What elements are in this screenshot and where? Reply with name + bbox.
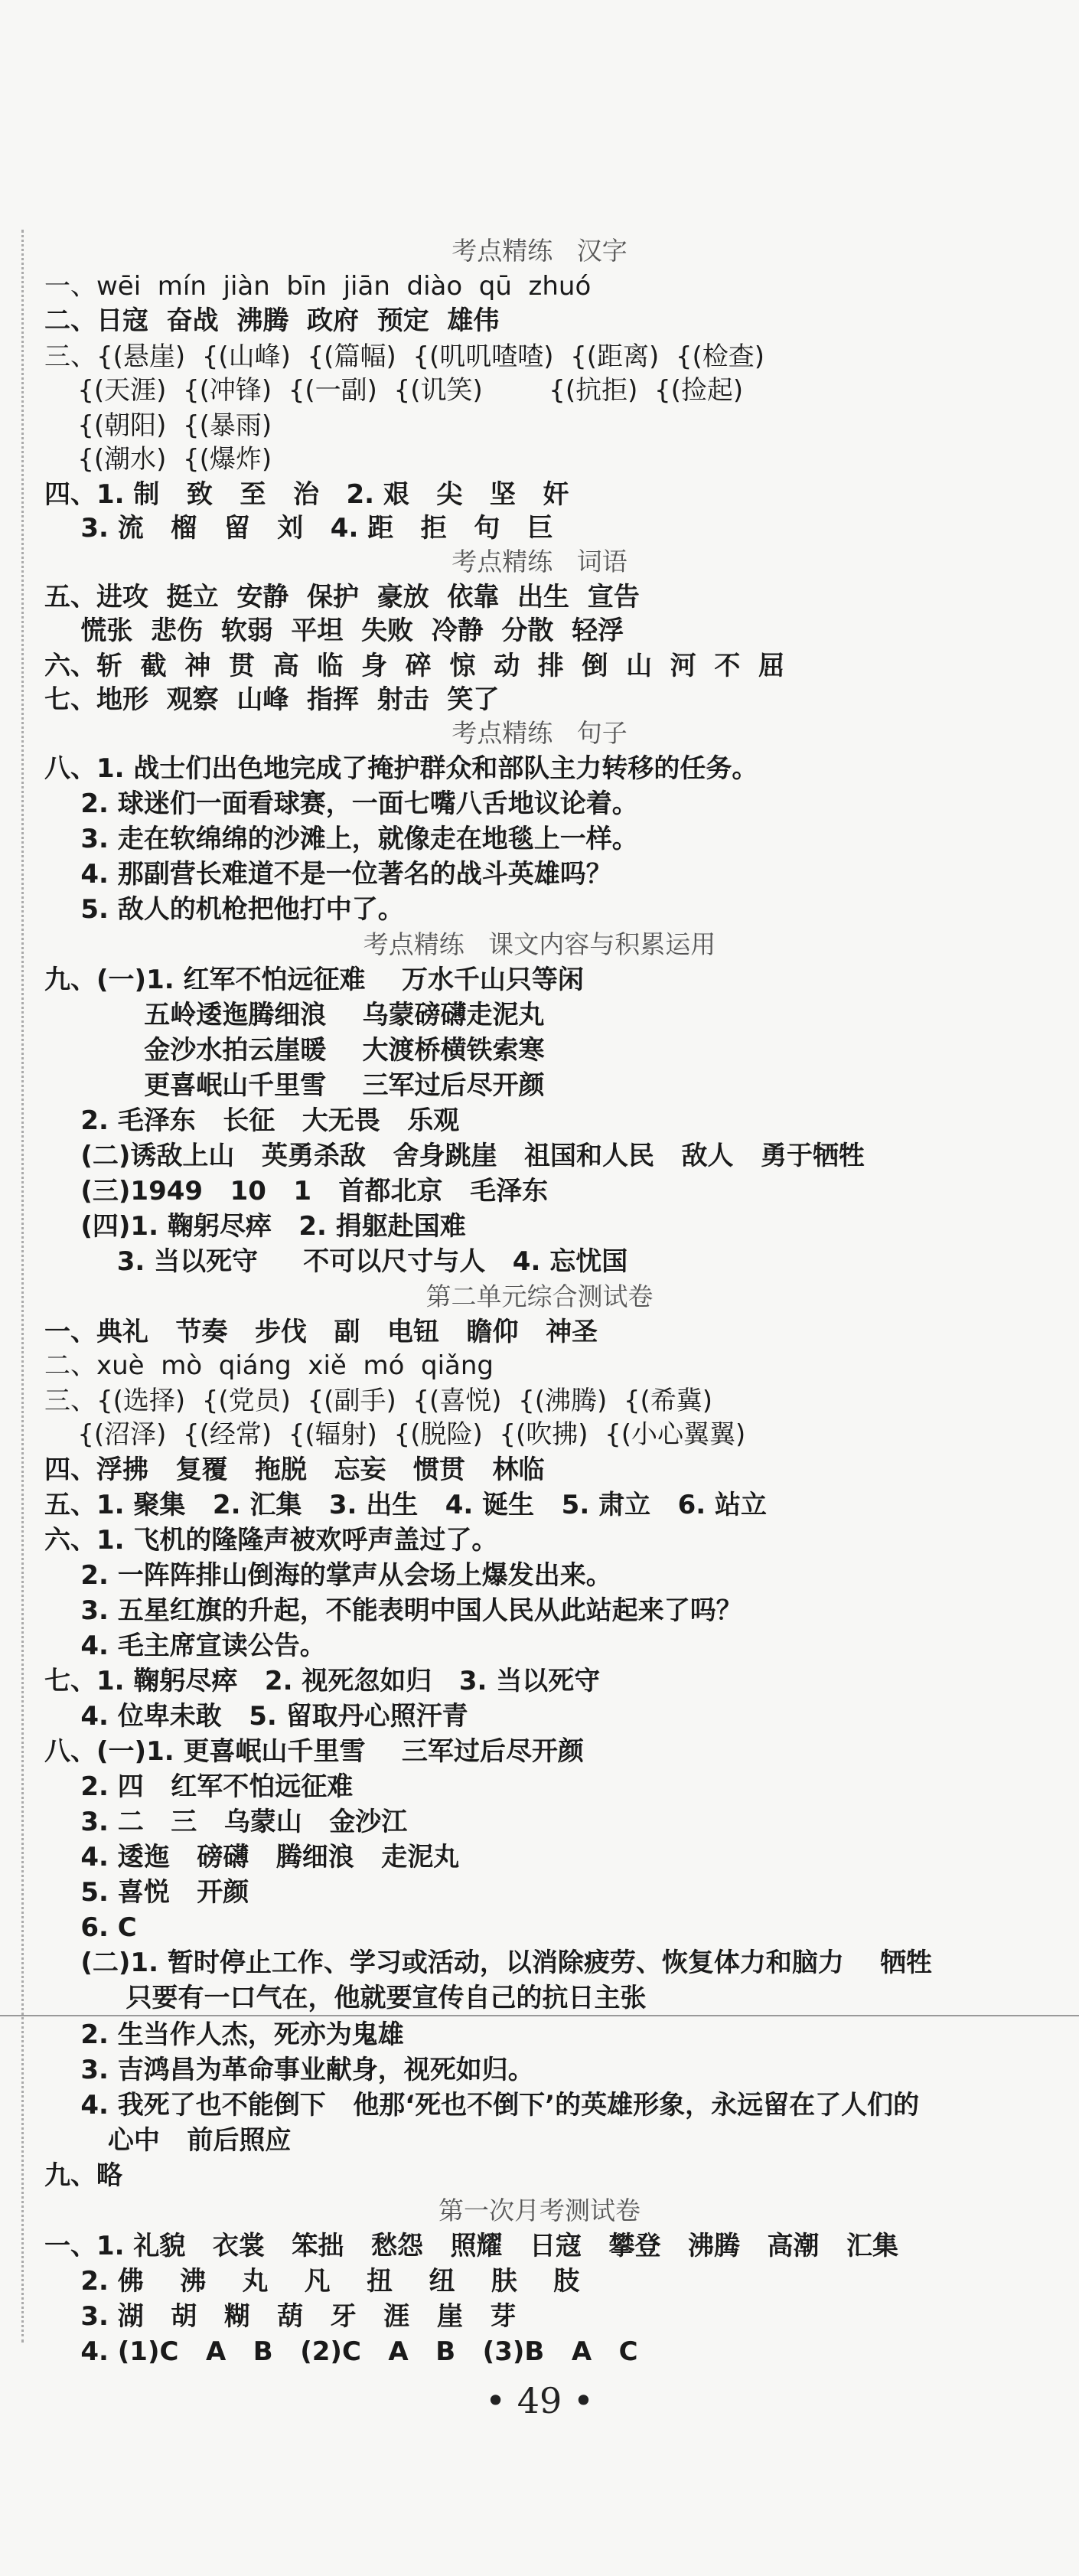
answer-line: 2. 毛泽东 长征 大无畏 乐观: [44, 1105, 460, 1136]
answer-line: {(天涯) {(冲锋) {(一副) {(讥笑) {(抗拒) {(捡起): [44, 375, 744, 406]
answer-line: {(沼泽) {(经常) {(辐射) {(脱险) {(吹拂) {(小心翼翼): [44, 1419, 746, 1450]
answer-line: 3. 当以死守 不可以尺寸与人 4. 忘忧国: [44, 1246, 628, 1277]
answer-line: 九、(一)1. 红军不怕远征难 万水千山只等闲: [44, 965, 584, 995]
answer-line: 五岭逶迤腾细浪 乌蒙磅礴走泥丸: [44, 1000, 545, 1030]
answer-line: {(潮水) {(爆炸): [44, 444, 272, 475]
answer-line: 4. 位卑未敢 5. 留取丹心照汗青: [44, 1701, 468, 1732]
answer-line: 二、xuè mò qiáng xiě mó qiǎng: [44, 1350, 494, 1381]
answer-line: 五、1. 聚集 2. 汇集 3. 出生 4. 诞生 5. 肃立 6. 站立: [44, 1490, 768, 1520]
divider-line: [0, 2015, 1079, 2016]
answer-line: 3. 走在软绵绵的沙滩上，就像走在地毯上一样。: [44, 824, 638, 854]
answer-line: 4. 我死了也不能倒下 他那‘死也不倒下’的英雄形象，永远留在了人们的: [44, 2090, 920, 2121]
answer-line: 4. 那副营长难道不是一位著名的战斗英雄吗？: [44, 859, 612, 890]
answer-line: 4. 毛主席宣读公告。: [44, 1631, 326, 1661]
answer-line: 更喜岷山千里雪 三军过后尽开颜: [44, 1070, 545, 1101]
answer-line: 三、{(悬崖) {(山峰) {(篇幅) {(叽叽喳喳) {(距离) {(检查): [44, 341, 765, 372]
answer-line: 2. 球迷们一面看球赛，一面七嘴八舌地议论着。: [44, 788, 638, 819]
answer-line: 七、地形 观察 山峰 指挥 射击 笑了: [44, 684, 500, 715]
section-title: 考点精练 词语: [451, 547, 628, 576]
answer-line: 一、1. 礼貌 衣裳 笨拙 愁怨 照耀 日寇 攀登 沸腾 高潮 汇集: [44, 2231, 899, 2261]
answer-line: 七、1. 鞠躬尽瘁 2. 视死忽如归 3. 当以死守: [44, 1666, 601, 1696]
answer-line: 五、进攻 挺立 安静 保护 豪放 依靠 出生 宣告: [44, 582, 640, 612]
section-title: 第一次月考测试卷: [438, 2196, 641, 2225]
section-title: 考点精练 课文内容与积累运用: [363, 929, 716, 959]
section-title: 第二单元综合测试卷: [425, 1281, 654, 1311]
answer-line: 一、典礼 节奏 步伐 副 电钮 瞻仰 神圣: [44, 1317, 598, 1347]
answer-line: 二、日寇 奋战 沸腾 政府 预定 雄伟: [44, 305, 500, 336]
answer-line: (二)1. 暂时停止工作、学习或活动，以消除疲劳、恢复体力和脑力 牺牲: [44, 1948, 933, 1978]
answer-line: 九、略: [44, 2160, 122, 2191]
answer-line: 心中 前后照应: [44, 2125, 292, 2156]
answer-line: 3. 吉鸿昌为革命事业献身，视死如归。: [44, 2055, 534, 2085]
answer-line: 一、wēi mín jiàn bīn jiān diào qū zhuó: [44, 271, 592, 302]
answer-line: 2. 四 红军不怕远征难: [44, 1771, 354, 1802]
answer-line: 4. (1)C A B (2)C A B (3)B A C: [44, 2336, 638, 2367]
answer-line: {(朝阳) {(暴雨): [44, 410, 272, 441]
answer-line: (四)1. 鞠躬尽瘁 2. 捐躯赴国难: [44, 1211, 466, 1242]
answer-line: 3. 二 三 乌蒙山 金沙江: [44, 1807, 408, 1837]
answer-line: 3. 湖 胡 糊 葫 牙 涯 崖 芽: [44, 2301, 517, 2332]
section-title: 考点精练 汉字: [451, 236, 628, 266]
answer-line: 六、斩 截 神 贯 高 临 身 碎 惊 动 排 倒 山 河 不 屈: [44, 651, 785, 681]
answer-line: 四、浮拂 复覆 拖脱 忘妄 惯贯 林临: [44, 1455, 545, 1485]
answer-line: 3. 流 榴 留 刘 4. 距 拒 句 巨: [44, 513, 553, 544]
answer-line: 三、{(选择) {(党员) {(副手) {(喜悦) {(沸腾) {(希冀): [44, 1386, 713, 1416]
answer-line: (二)诱敌上山 英勇杀敌 舍身跳崖 祖国和人民 敌人 勇于牺牲: [44, 1141, 865, 1171]
answer-line: 只要有一口气在，他就要宣传自己的抗日主张: [44, 1983, 647, 2013]
answer-line: 四、1. 制 致 至 治 2. 艰 尖 坚 奸: [44, 479, 569, 510]
answer-line: 六、1. 飞机的隆隆声被欢呼声盖过了。: [44, 1525, 498, 1556]
answer-line: 5. 喜悦 开颜: [44, 1877, 249, 1908]
answer-line: 八、(一)1. 更喜岷山千里雪 三军过后尽开颜: [44, 1736, 584, 1767]
page-number: • 49 •: [484, 2380, 595, 2421]
answer-line: 5. 敌人的机枪把他打中了。: [44, 894, 404, 925]
answer-line: 八、1. 战士们出色地完成了掩护群众和部队主力转移的任务。: [44, 753, 758, 784]
answer-line: 6. C: [44, 1912, 137, 1943]
answer-line: 2. 一阵阵排山倒海的掌声从会场上爆发出来。: [44, 1560, 612, 1591]
answer-line: 4. 逶迤 磅礴 腾细浪 走泥丸: [44, 1842, 460, 1872]
answer-line: 2. 佛 沸 丸 凡 扭 纽 肤 肢: [44, 2266, 580, 2297]
answer-line: 2. 生当作人杰，死亦为鬼雄: [44, 2019, 404, 2050]
answer-line: (三)1949 10 1 首都北京 毛泽东: [44, 1176, 549, 1206]
answer-line: 金沙水拍云崖暖 大渡桥横铁索寒: [44, 1035, 545, 1066]
answer-line: 3. 五星红旗的升起，不能表明中国人民从此站起来了吗？: [44, 1595, 742, 1626]
answer-line: 慌张 悲伤 软弱 平坦 失败 冷静 分散 轻浮: [44, 615, 624, 646]
section-title: 考点精练 句子: [451, 718, 628, 748]
